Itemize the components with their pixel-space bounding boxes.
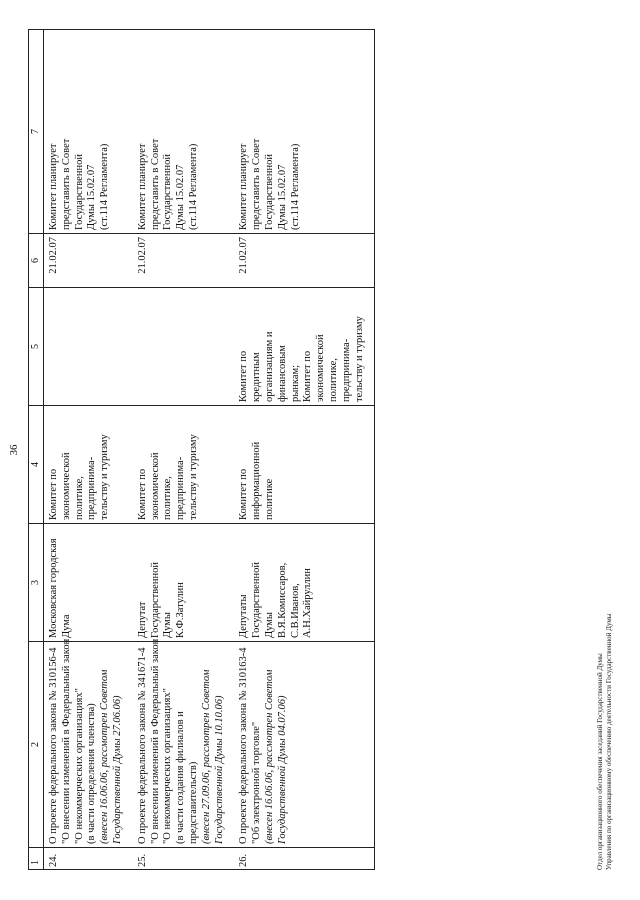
row-number: 26.: [234, 848, 374, 870]
cell-line: О проекте федерального закона № 310163-4: [238, 647, 250, 844]
cell-line: С.В.Иванов,: [289, 583, 301, 638]
bill-description: [234, 642, 374, 848]
note-cell: [234, 30, 374, 234]
cell-line: Комитет по: [238, 350, 250, 402]
cell-line: (внесен 16.06.06, рассмотрен Советом: [263, 669, 275, 844]
cell-line: политике: [263, 478, 275, 520]
bills-table: [28, 29, 375, 870]
cell-line: предпринима-: [175, 456, 187, 520]
cell-line: (ст.114 Регламента): [289, 143, 301, 230]
cell-line: Думы: [162, 612, 174, 638]
cell-line: К.Ф.Затулин: [175, 582, 187, 638]
cell-line: Комитет планирует: [48, 143, 59, 230]
cell-line: (ст.114 Регламента): [99, 143, 111, 230]
cell-line: Государственной: [251, 562, 263, 638]
header-col-1: 1: [29, 848, 44, 870]
note-cell: [44, 30, 133, 234]
cell-line: Депутат: [136, 601, 148, 638]
bill-author: [133, 524, 235, 642]
cell-line: Государственной: [162, 154, 174, 230]
cell-line: Государственной: [263, 154, 275, 230]
cell-line: кредитным: [251, 352, 263, 402]
cell-line: (в части создания филиалов и: [175, 711, 187, 844]
header-col-6: 6: [29, 234, 44, 288]
cell-line: "О некоммерческих организациях": [162, 688, 174, 844]
cell-line: экономической: [149, 452, 161, 520]
header-col-4: 4: [29, 406, 44, 524]
cell-line: Государственной Думы 10.10.06): [213, 695, 225, 844]
table-row: [133, 30, 235, 870]
cell-line: Комитет планирует: [238, 143, 250, 230]
cell-line: (внесен 16.06.06, рассмотрен Советом: [99, 669, 111, 844]
cell-line: тельству и туризму: [353, 316, 365, 402]
cell-line: (внесен 27.09.06, рассмотрен Советом: [200, 669, 212, 844]
responsible-committee: [44, 406, 133, 524]
cell-line: "О внесении изменений в Федеральный закон: [149, 638, 161, 844]
cell-line: О проекте федерального закона № 310156-4: [48, 647, 59, 844]
co-executor-committee: [44, 288, 133, 406]
co-executor-committee: [133, 288, 235, 406]
cell-line: политике,: [73, 476, 85, 520]
page-number: 36: [8, 444, 20, 456]
cell-line: Дума: [60, 614, 72, 638]
bill-author: [234, 524, 374, 642]
table-row: [44, 30, 133, 870]
cell-line: (в части определения членства): [86, 703, 98, 844]
cell-line: Комитет по: [302, 350, 314, 402]
header-col-2: 2: [29, 642, 44, 848]
cell-line: Государственной Думы 27.06.06): [111, 695, 123, 844]
cell-line: представить в Совет: [149, 138, 161, 230]
cell-line: экономической: [315, 334, 327, 402]
cell-line: тельству и туризму: [187, 434, 199, 520]
header-col-5: 5: [29, 288, 44, 406]
footer-line: Управления по организационному обеспечению деятельности Государственной Думы: [604, 613, 613, 870]
cell-line: Думы 15.02.07: [276, 164, 288, 230]
cell-line: тельству и туризму: [99, 434, 111, 520]
cell-line: Депутаты: [238, 594, 250, 638]
bill-author: [44, 524, 133, 642]
row-number: 24.: [44, 848, 133, 870]
footer: [596, 614, 614, 870]
co-executor-committee: [234, 288, 374, 406]
cell-line: Государственной: [73, 154, 85, 230]
cell-line: Думы 15.02.07: [175, 164, 187, 230]
cell-line: рынкам;: [289, 364, 301, 402]
date-cell: 21.02.07: [234, 234, 374, 288]
cell-line: Комитет по: [136, 468, 148, 520]
bill-description: [133, 638, 235, 848]
cell-line: А.Н.Хайруллин: [302, 568, 314, 638]
cell-line: Комитет планирует: [136, 143, 148, 230]
cell-line: предпринима-: [86, 456, 98, 520]
date-cell: 21.02.07: [133, 234, 235, 288]
cell-line: информационной: [251, 441, 263, 520]
header-row: [29, 30, 44, 870]
cell-line: финансовым: [276, 345, 288, 402]
cell-line: представить в Совет: [251, 138, 263, 230]
header-col-7: 7: [29, 30, 44, 234]
cell-line: Комитет по: [48, 468, 59, 520]
cell-line: "О внесении изменений в Федеральный закон: [60, 638, 72, 844]
cell-line: представить в Совет: [60, 138, 72, 230]
cell-line: организациям и: [263, 331, 275, 402]
cell-line: "О некоммерческих организациях": [73, 688, 85, 844]
footer-line: Отдел организационного обеспечения заседаний Государственной Думы: [596, 653, 604, 870]
cell-line: Комитет по: [238, 468, 250, 520]
table-row: [234, 30, 374, 870]
cell-line: Московская городская: [48, 538, 59, 638]
row-number: 25.: [133, 848, 235, 870]
cell-line: политике,: [327, 358, 339, 402]
note-cell: [133, 30, 235, 234]
cell-line: Государственной: [149, 562, 161, 638]
cell-line: Думы 15.02.07: [86, 164, 98, 230]
responsible-committee: [133, 406, 235, 524]
cell-line: экономической: [60, 452, 72, 520]
cell-line: В.Я.Комиссаров,: [276, 562, 288, 638]
cell-line: Думы: [263, 612, 275, 638]
bill-description: [44, 638, 133, 848]
cell-line: предпринима-: [340, 338, 352, 402]
cell-line: "Об электронной торговле": [251, 721, 263, 844]
cell-line: политике,: [162, 476, 174, 520]
date-cell: 21.02.07: [44, 234, 133, 288]
cell-line: Государственной Думы 04.07.06): [276, 695, 288, 844]
header-col-3: 3: [29, 524, 44, 642]
responsible-committee: [234, 406, 374, 524]
cell-line: (ст.114 Регламента): [187, 143, 199, 230]
cell-line: О проекте федерального закона № 341671-4: [136, 647, 148, 844]
cell-line: представительств): [187, 761, 199, 844]
